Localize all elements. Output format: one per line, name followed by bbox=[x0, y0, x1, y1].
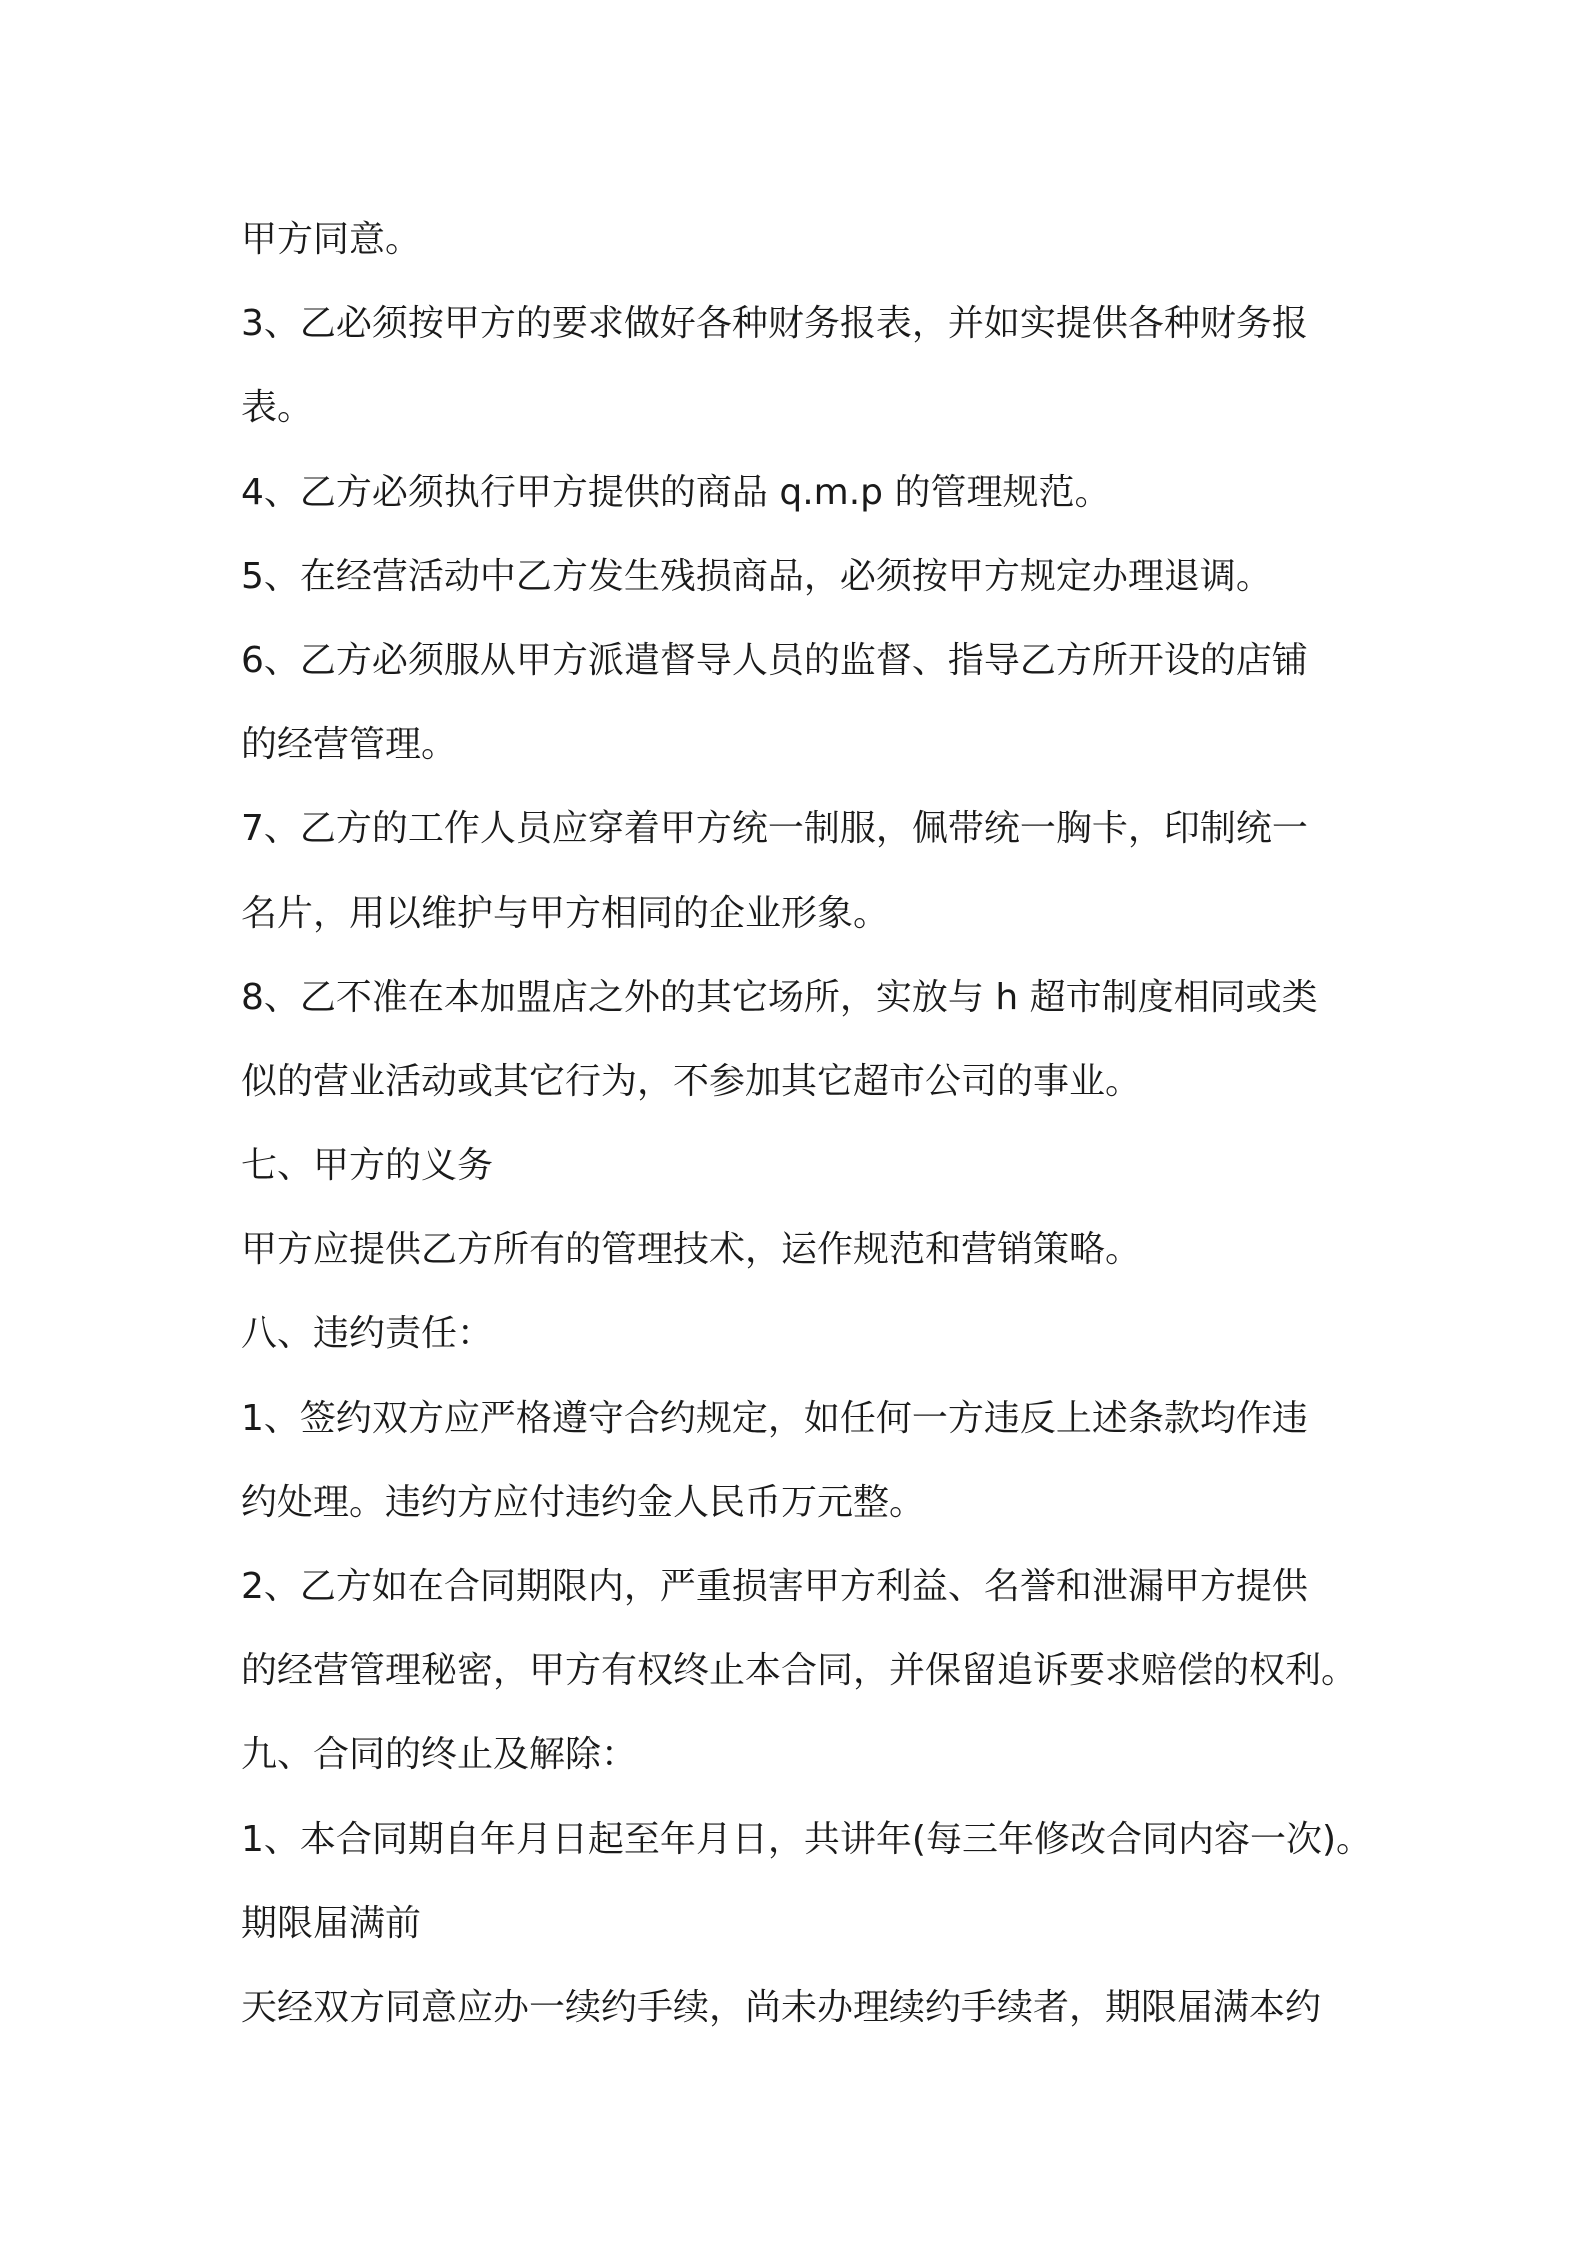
text-line: 表。 bbox=[241, 387, 314, 429]
text-line: 7、乙方的工作人员应穿着甲方统一制服，佩带统一胸卡，印制统一 bbox=[241, 808, 1308, 850]
text-line: 1、本合同期自年月日起至年月日，共讲年(每三年修改合同内容一次)。 bbox=[241, 1818, 1372, 1860]
text-line: 3、乙必须按甲方的要求做好各种财务报表，并如实提供各种财务报 bbox=[241, 303, 1308, 345]
text-line: 8、乙不准在本加盟店之外的其它场所，实放与 h 超市制度相同或类 bbox=[241, 976, 1318, 1018]
text-line: 甲方应提供乙方所有的管理技术，运作规范和营销策略。 bbox=[241, 1229, 1142, 1271]
section-heading: 九、合同的终止及解除： bbox=[241, 1734, 638, 1776]
section-heading: 八、违约责任： bbox=[241, 1313, 494, 1355]
text-line: 甲方同意。 bbox=[241, 219, 422, 260]
text-line: 期限届满前 bbox=[241, 1902, 422, 1944]
text-line: 2、乙方如在合同期限内，严重损害甲方利益、名誉和泄漏甲方提供 bbox=[241, 1566, 1308, 1607]
section-heading: 七、甲方的义务 bbox=[241, 1145, 494, 1187]
text-line: 似的营业活动或其它行为，不参加其它超市公司的事业。 bbox=[241, 1060, 1142, 1102]
text-line: 天经双方同意应办一续约手续，尚未办理续约手续者，期限届满本约 bbox=[241, 1986, 1322, 2028]
text-line: 5、在经营活动中乙方发生残损商品，必须按甲方规定办理退调。 bbox=[241, 555, 1272, 597]
text-line: 1、签约双方应严格遵守合约规定，如任何一方违反上述条款均作违 bbox=[241, 1397, 1308, 1439]
text-line: 6、乙方必须服从甲方派遣督导人员的监督、指导乙方所开设的店铺 bbox=[241, 639, 1308, 681]
text-line: 的经营管理。 bbox=[241, 724, 458, 766]
text-line: 的经营管理秘密，甲方有权终止本合同，并保留追诉要求赔偿的权利。 bbox=[241, 1650, 1358, 1692]
document-body bbox=[241, 198, 1372, 2050]
text-line: 名片，用以维护与甲方相同的企业形象。 bbox=[241, 892, 890, 934]
text-line: 约处理。违约方应付违约金人民币万元整。 bbox=[241, 1481, 926, 1523]
text-line: 4、乙方必须执行甲方提供的商品 q.m.p 的管理规范。 bbox=[241, 471, 1111, 513]
